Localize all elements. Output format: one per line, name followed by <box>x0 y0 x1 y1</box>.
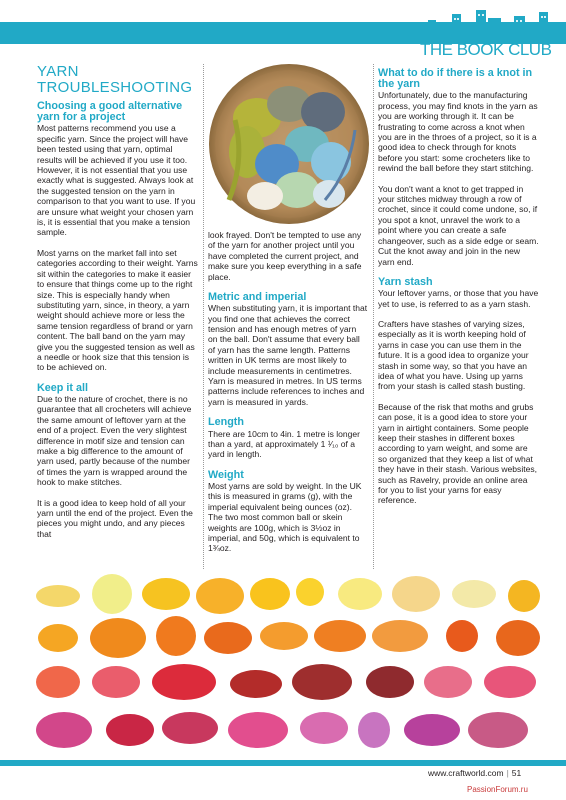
article-column-1 <box>37 64 198 549</box>
yarn-balls-row-photo <box>34 572 546 758</box>
body-paragraph: Most yarns are sold by weight. In the UK this is measured in grams (g), with the imperial equivalent being ounces (oz). The two most common ball or skein weights are 100g, which is 3½oz in imperial, and 50g, which is equivalent to 1¾oz. <box>208 480 362 554</box>
article-title-line-2: TROUBLESHOOTING <box>37 79 193 96</box>
article-column-2 <box>208 230 368 564</box>
section-heading: Keep it all <box>37 381 89 394</box>
body-paragraph: Due to the nature of crochet, there is no guarantee that all crocheters will achieve the same amount of leftover yarn at the end of a project. Even the very slightest difference in motif size and tension can make a big difference to the amount of yarn used, partly because of the number of times the yarn is wrapped around the hook to make stitches. <box>37 393 192 488</box>
body-paragraph: You don't want a knot to get trapped in your stitches midway through a row of crochet, since it could come undone, so, if you spot a knot, unravel the work to a point where you can create a safe changeover, such as a side edge or seam. Cut the knot away and join in the new yarn end. <box>378 183 539 267</box>
body-paragraph: There are 10cm to 4in. 1 metre is longer than a yard, at approximately 1 ¹⁄₁₀ of a yard in length. <box>208 428 361 460</box>
section-heading: Choosing a good alternative yarn for a project <box>37 100 183 124</box>
column-divider <box>203 64 204 569</box>
section-heading: Metric and imperial <box>208 291 307 304</box>
article-title <box>37 64 198 96</box>
city-skyline-icon <box>416 10 566 44</box>
section-heading: Length <box>208 416 244 429</box>
footer-separator: | <box>506 768 509 778</box>
body-paragraph: Because of the risk that moths and grubs can pose, it is a good idea to store your yarn in airtight containers. Some people keep their stashes in different boxes according to yarn weight, and some are so organized that they keep a list of what they have in their stash. Various websites, such as Ravelry, provide an online area for you to list your yarns for easy reference. <box>378 401 537 506</box>
body-paragraph: look frayed. Don't be tempted to use any of the yarn for another project until you have completed the current project, and make sure you keep everything in a safe place. <box>208 230 362 282</box>
body-paragraph: Most patterns recommend you use a specific yarn. Since the project will have been tested using that yarn, optimal results will be achieved if you use it too. However, it is not essential that you use exactly what is suggested. Always look at the suggested tension on the yarn in comparison to that you want to use. If you are unsure what weight your chosen yarn is, it is essential that you make a tension sample. <box>37 123 196 238</box>
article-title-line-1: YARN <box>37 63 79 80</box>
section-heading: Weight <box>208 468 244 481</box>
body-paragraph: Unfortunately, due to the manufacturing process, you may find knots in the yarn as you are working through it. It can be frustrating to come across a knot when you are in the throes of a project, so it is a good idea to check through for knots before you start: some crocheters like to rewind the ball before they start stitching. <box>378 90 538 174</box>
watermark: PassionForum.ru <box>467 785 528 794</box>
footer-website[interactable]: www.craftworld.com <box>428 768 504 778</box>
body-paragraph: Crafters have stashes of varying sizes, especially as it is worth keeping hold of yarns in case you can use them in the future. It is a good idea to organize your stash in some way, so that you have an idea of what you have. Using up yarns from your stash is called stash busting. <box>378 318 529 392</box>
column-divider <box>373 64 374 569</box>
footer-band <box>0 760 566 766</box>
footer <box>428 768 521 778</box>
section-heading: Yarn stash <box>378 275 433 288</box>
section-title: THE BOOK CLUB <box>420 40 552 59</box>
article-column-3 <box>378 68 539 516</box>
body-paragraph: It is a good idea to keep hold of all your yarn until the end of the project. Even the pieces you might undo, and any pieces that <box>37 497 193 539</box>
section-heading: What to do if there is a knot in the yarn <box>378 67 533 91</box>
yarn-bowl-photo <box>205 60 370 235</box>
body-paragraph: When substituting yarn, it is important that you find one that achieves the correct tension and has enough metres of yarn on the ball. Don't assume that every ball of yarn has the same length. Patterns written in UK terms are most likely to include measurements in centimetres. Yarn is measured in metres. In US terms patterns include references to inches and yarn is measured in yards. <box>208 303 368 407</box>
page-number: 51 <box>511 768 522 778</box>
body-paragraph: Your leftover yarns, or those that you have yet to use, is referred to as a yarn stash. <box>378 288 539 309</box>
body-paragraph: Most yarns on the market fall into set categories according to their weight. Yarns sit within the categories to make it easier to ensure that things come up to the right size. This is especially handy when substituting yarn, since, in theory, a yarn weight should achieve more or less the same tension regardless of brand or yarn content. The ball band on the yarn may give you the suggested tension as well as a needle or hook size that this tension is to be achieved on. <box>37 247 198 373</box>
